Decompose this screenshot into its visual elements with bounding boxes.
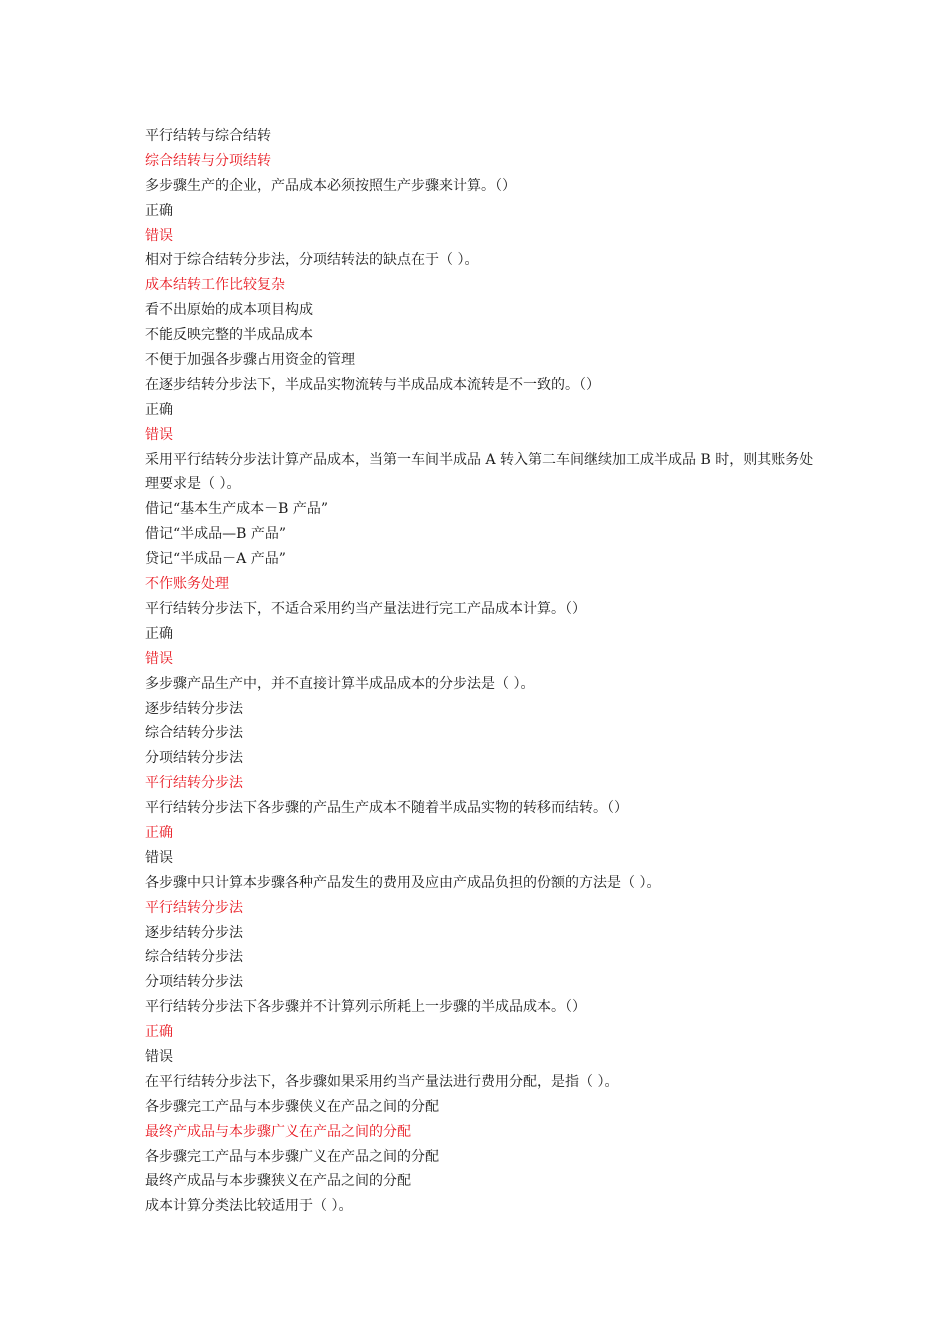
text-line: 成本计算分类法比较适用于（ ）。 xyxy=(145,1198,353,1215)
text-line: 错误 xyxy=(145,849,173,866)
text-line: 平行结转分步法下各步骤的产品生产成本不随着半成品实物的转移而结转。（） xyxy=(145,800,628,817)
text-line: 正确 xyxy=(145,202,173,219)
text-line: 采用平行结转分步法计算产品成本，当第一车间半成品 A 转入第二车间继续加工成半成品 B 时，则其账务处理要求是（ ）。 xyxy=(145,451,814,493)
text-line: 逐步结转分步法 xyxy=(145,924,243,941)
text-line: 相对于综合结转分步法，分项结转法的缺点在于（ ）。 xyxy=(145,252,479,269)
text-line: 正确 xyxy=(145,401,173,418)
answer-line: 错误 xyxy=(145,650,173,667)
text-line: 平行结转分步法下各步骤并不计算列示所耗上一步骤的半成品成本。（） xyxy=(145,999,586,1016)
answer-line: 平行结转分步法 xyxy=(145,775,243,792)
text-line: 平行结转与综合结转 xyxy=(145,128,271,144)
text-line: 多步骤产品生产中，并不直接计算半成品成本的分步法是（ ）。 xyxy=(145,675,535,692)
text-line: 正确 xyxy=(145,625,173,642)
text-line: 最终产成品与本步骤狭义在产品之间的分配 xyxy=(145,1173,411,1190)
text-line: 分项结转分步法 xyxy=(145,750,243,767)
text-line: 借记“基本生产成本－B 产品” xyxy=(145,501,329,518)
text-line: 综合结转分步法 xyxy=(145,949,243,966)
text-line: 贷记“半成品－A 产品” xyxy=(145,551,286,568)
answer-line: 错误 xyxy=(145,426,173,443)
text-line: 在平行结转分步法下，各步骤如果采用约当产量法进行费用分配，是指（ ）。 xyxy=(145,1073,619,1090)
text-line: 各步骤完工产品与本步骤广义在产品之间的分配 xyxy=(145,1148,439,1165)
text-line: 各步骤中只计算本步骤各种产品发生的费用及应由产成品负担的份额的方法是（ ）。 xyxy=(145,874,661,891)
text-line: 分项结转分步法 xyxy=(145,974,243,991)
text-line: 不能反映完整的半成品成本 xyxy=(145,327,313,344)
text-line: 平行结转分步法下，不适合采用约当产量法进行完工产品成本计算。（） xyxy=(145,600,586,617)
text-line: 错误 xyxy=(145,1048,173,1065)
answer-line: 正确 xyxy=(145,824,173,841)
text-line: 借记“半成品—B 产品” xyxy=(145,526,287,543)
answer-line: 最终产成品与本步骤广义在产品之间的分配 xyxy=(145,1123,411,1140)
text-line: 综合结转分步法 xyxy=(145,725,243,742)
answer-line: 成本结转工作比较复杂 xyxy=(145,277,285,294)
answer-line: 不作账务处理 xyxy=(145,576,229,593)
text-line: 在逐步结转分步法下，半成品实物流转与半成品成本流转是不一致的。（） xyxy=(145,376,600,393)
text-line: 不便于加强各步骤占用资金的管理 xyxy=(145,352,355,369)
text-line: 逐步结转分步法 xyxy=(145,700,243,717)
answer-line: 平行结转分步法 xyxy=(145,899,243,916)
document-page xyxy=(145,124,825,1219)
answer-line: 综合结转与分项结转 xyxy=(145,152,271,169)
answer-line: 正确 xyxy=(145,1024,173,1041)
text-line: 多步骤生产的企业，产品成本必须按照生产步骤来计算。（） xyxy=(145,177,516,194)
answer-line: 错误 xyxy=(145,227,173,244)
text-line: 看不出原始的成本项目构成 xyxy=(145,302,313,319)
text-line: 各步骤完工产品与本步骤侠义在产品之间的分配 xyxy=(145,1098,439,1115)
